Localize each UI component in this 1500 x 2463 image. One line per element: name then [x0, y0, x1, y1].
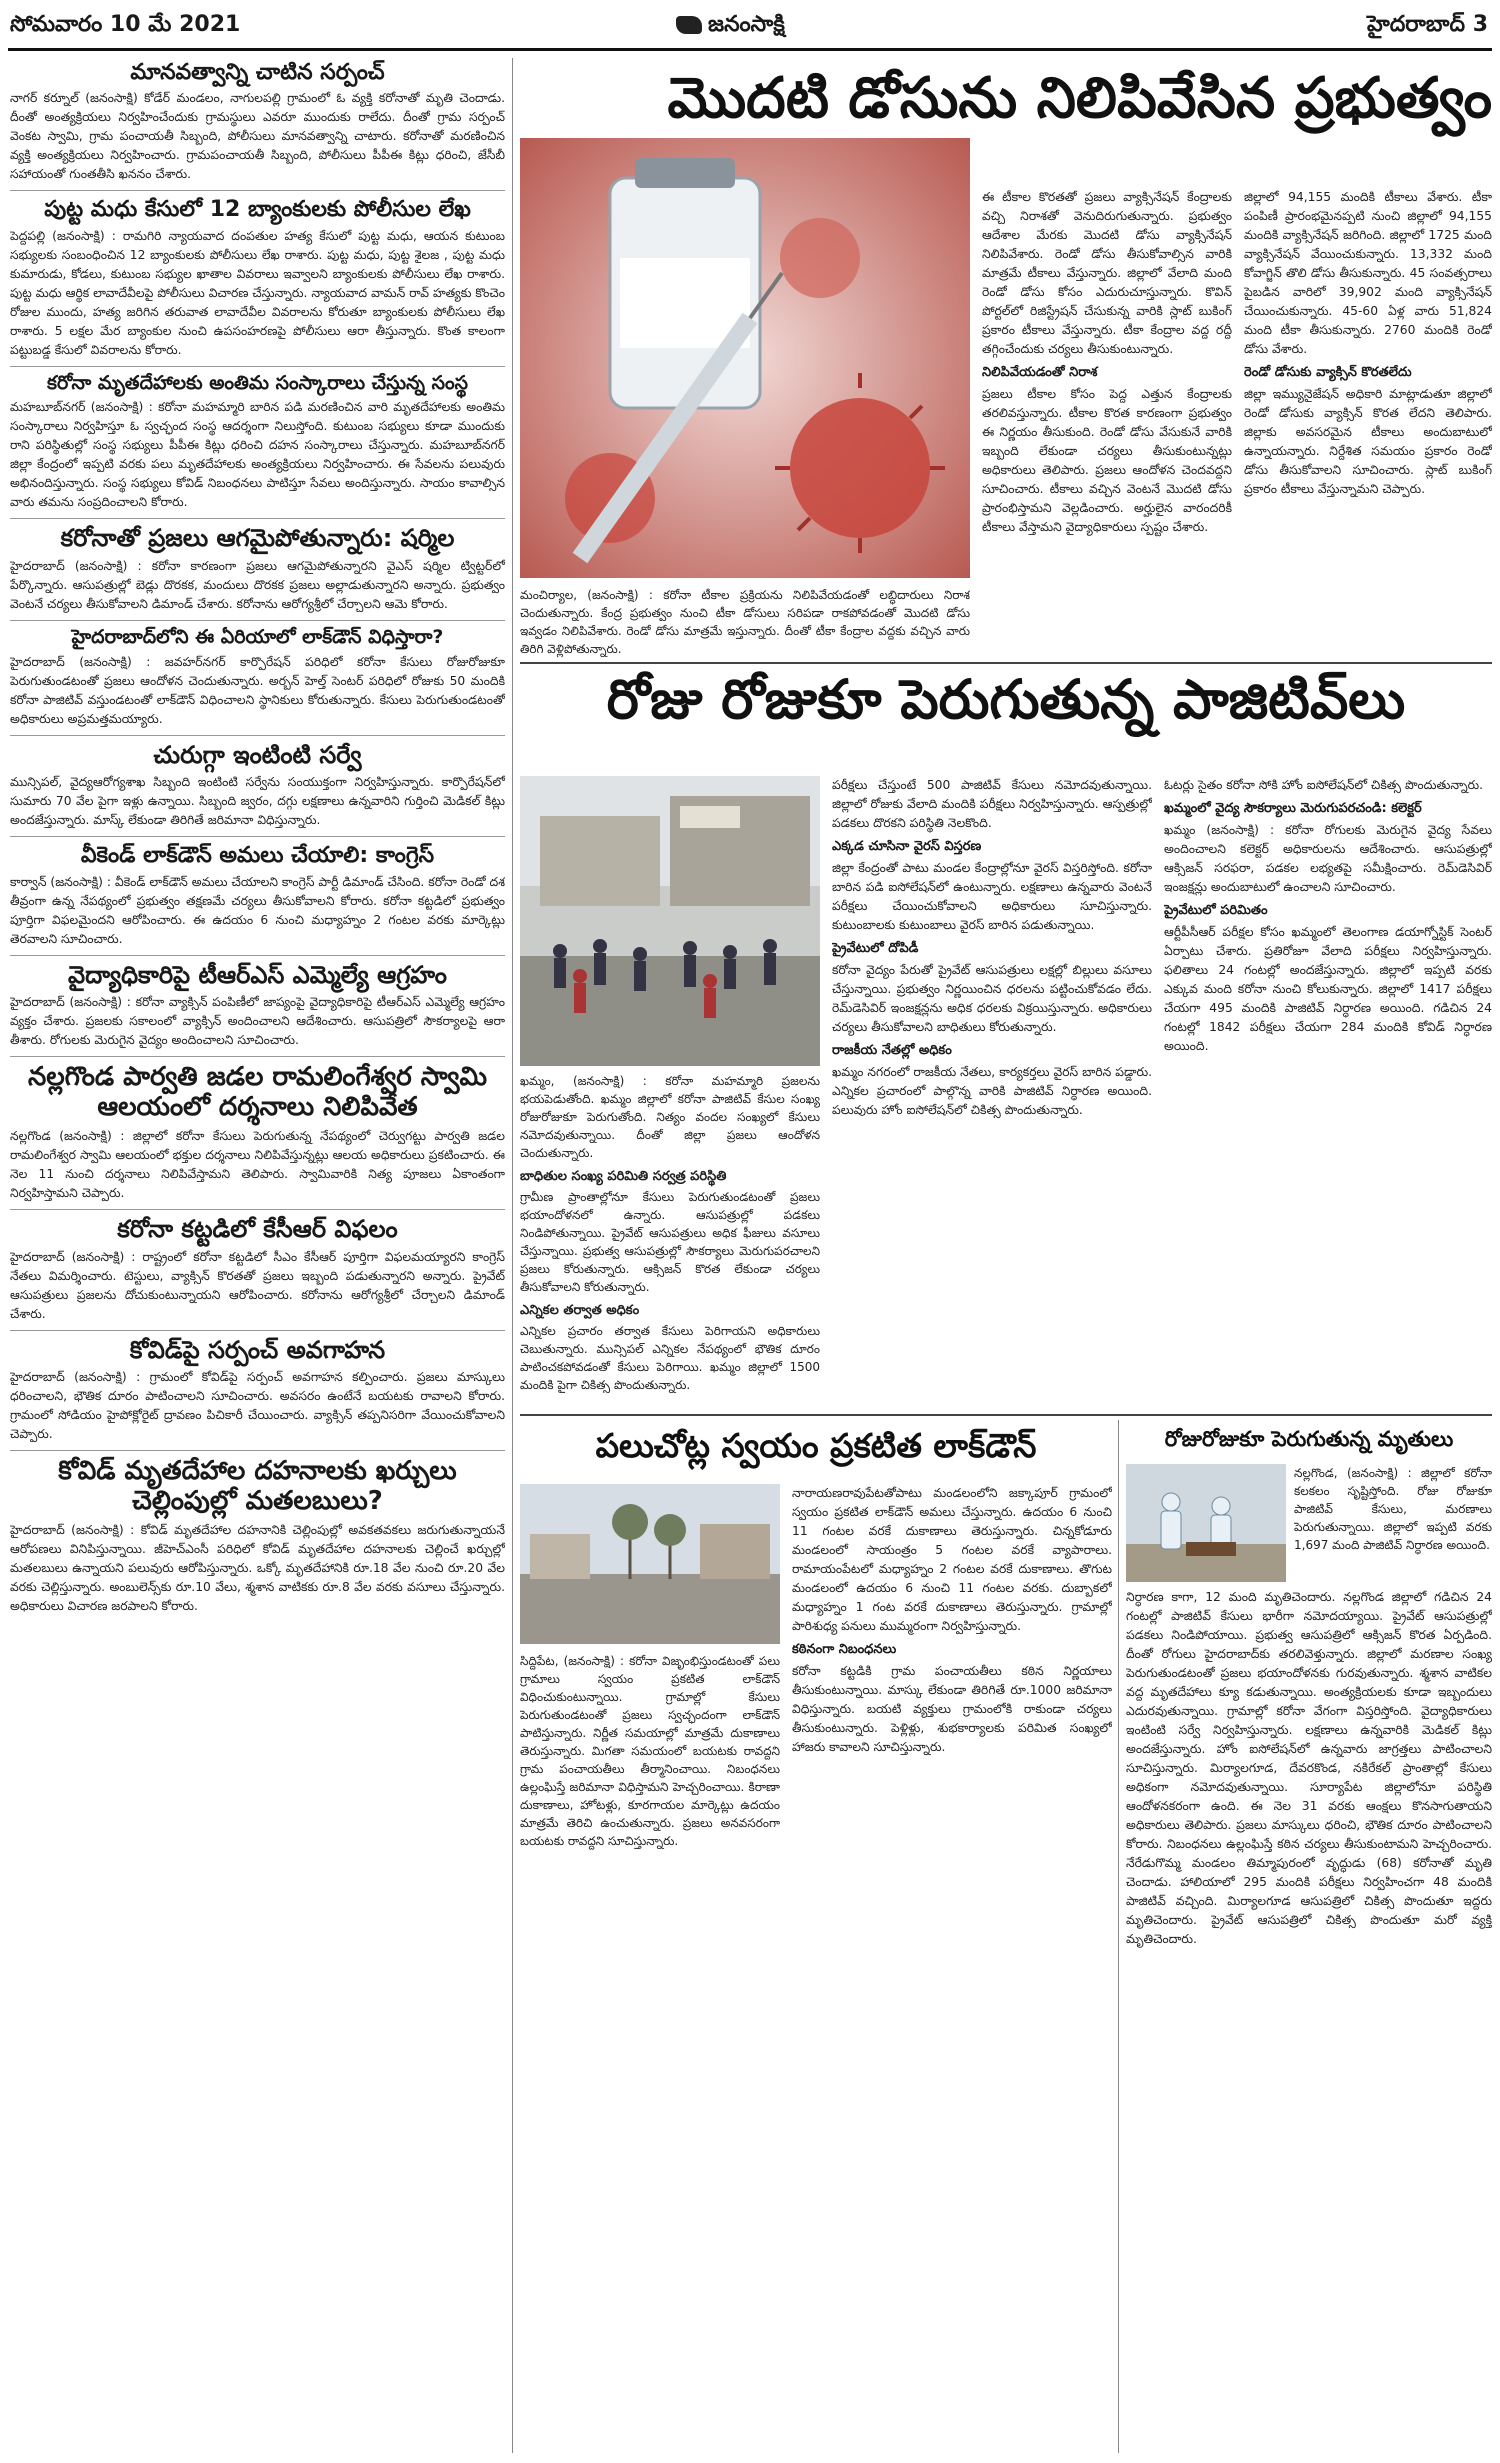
- second-story-col1: [832, 776, 1152, 1408]
- masthead-brand: [676, 12, 785, 42]
- brand-logo-icon: [676, 16, 702, 34]
- left-story: [10, 627, 505, 729]
- second-story-col1-text: పరీక్షలు చేస్తుంటే 500 పాజిటివ్ కేసులు నమోదవుతున్నాయి. జిల్లాలో రోజుకు వేలాది మందికి పరీక్షలు నిర్వహిస్తున్నారు. ఆస్పత్రుల్లో పడకలు దొరకని పరిస్థితి నెలకొంది.: [832, 778, 1152, 830]
- second-story-caption-subhead: బాధితుల సంఖ్య పరిమితి సర్వత్ర పరిస్థితి: [520, 1169, 727, 1184]
- second-story-col1d-text: ఖమ్మం నగరంలో రాజకీయ నేతలు, కార్యకర్తలు వైరస్ బారిన పడ్డారు. ఎన్నికల ప్రచారంలో పాల్గొన్న వారికి పాజిటివ్ నిర్ధారణ అయింది. పలువురు హోం ఐసోలేషన్‌లో చికిత్స పొందుతున్నారు.: [832, 1065, 1152, 1117]
- top-story-col2-text: జిల్లాలో 94,155 మందికి టీకాలు వేశారు. టీకా పంపిణీ ప్రారంభమైనప్పటి నుంచి జిల్లాలో 94,155 మందికి వ్యాక్సినేషన్ జరిగింది. జిల్లాలో 1725 మంది వ్యాక్సినేషన్ వేయించుకున్నారు. 13,332 మంది కోవాగ్జిన్ తొలి డోసు తీసుకున్నారు. 45 సంవత్సరాలు పైబడిన వారిలో 39,902 మంది వ్యాక్సినేషన్ చేయించుకున్నారు. 45-60 ఏళ్ల వారు 51,824 మంది టీకా తీసుకున్నారు. 2760 మందికి రెండో డోసు వేశారు.: [1244, 190, 1492, 356]
- top-story-caption: మంచిర్యాల, (జనంసాక్షి) : కరోనా టీకాల ప్రక్రియను నిలిపివేయడంతో లబ్ధిదారులు నిరాశ చెందుతున్నారు. కేంద్ర ప్రభుత్వం నుంచి టీకా డోసులు సరిపడా రాకపోవడంతో మొదటి డోసు ఇవ్వడం నిలిపివేశారు. రెండో డోసు మాత్రమే ఇస్తున్నారు. దీంతో టీకా కేంద్రాల వద్దకు వచ్చిన వారు తిరిగి వెళ్లిపోతున్నారు.: [520, 588, 970, 656]
- second-story-col2-subhead2: ప్రైవేటులో పరిమితం: [1164, 903, 1268, 918]
- left-story-body: కార్వాన్ (జనంసాక్షి) : వీకెండ్ లాక్‌డౌన్ అమలు చేయాలని కాంగ్రెస్ పార్టీ డిమాండ్ చేసింది. కరోనా రెండో దశ తీవ్రంగా ఉన్న నేపథ్యంలో ప్రభుత్వం తక్షణమే చర్యలు తీసుకోవాలని కోరారు. కరోనా కట్టడిలో ప్రభుత్వం పూర్తిగా విఫలమైందని ఆరోపించారు. ఈ ఉదయం 6 నుంచి మధ్యాహ్నం 2 గంటల వరకు మార్కెట్లు తెరవాలని సూచించారు.: [10, 874, 505, 946]
- empty-street-icon: [520, 1484, 780, 1644]
- top-story-col2-subhead: రెండో డోసుకు వ్యాక్సిన్ కొరతలేదు: [1244, 365, 1412, 380]
- second-story-col1b-text: జిల్లా కేంద్రంతో పాటు మండల కేంద్రాల్లోనూ వైరస్ విస్తరిస్తోంది. కరోనా బారిన పడి ఐసోలేషన్‌లో ఉంటున్నారు. లక్షణాలు ఉన్నవారు వెంటనే పరీక్షలు చేయించుకోవాలని అధికారులు సూచిస్తున్నారు. కుటుంబాలకు కుటుంబాలు వైరస్ బారిన పడుతున్నాయి.: [832, 861, 1152, 932]
- story-separator: [10, 1330, 505, 1331]
- fourth-story-headline: రోజురోజుకూ పెరుగుతున్న మృతులు: [1164, 1427, 1454, 1451]
- story-separator: [10, 836, 505, 837]
- left-story-headline: కరోనాతో ప్రజలు ఆగమైపోతున్నారు: షర్మిల: [60, 524, 455, 553]
- second-story-col2: [1164, 776, 1492, 1408]
- left-story: [10, 742, 505, 831]
- brand-name: జనంసాక్షి: [708, 12, 785, 37]
- third-story-col1-text: నారాయణరావుపేటతోపాటు మండలంలోని జక్కాపూర్ గ్రామంలో స్వయం ప్రకటిత లాక్‌డౌన్ అమలు చేస్తున్నారు. ఉదయం 6 నుంచి 11 గంటల వరకే దుకాణాలు తెరుస్తున్నారు. చిన్నకోడూరు మండలంలో సాయంత్రం 5 గంటల వరకే వ్యాపారాలు. రామాయంపేటలో మధ్యాహ్నం 2 గంటల వరకే దుకాణాలు. తొగుట మండలంలో ఉదయం 6 నుంచి 11 గంటల వరకు. దుబ్బాకలో మధ్యాహ్నం 1 గంట వరకే దుకాణాలు తెరుస్తున్నారు. గ్రామాల్లో పారిశుధ్య పనులు ముమ్మరంగా నిర్వహిస్తున్నారు.: [792, 1486, 1112, 1633]
- top-story-col1-subhead: నిలిపివేయడంతో నిరాశ: [982, 365, 1098, 380]
- second-story-col2b-text: ఖమ్మం (జనంసాక్షి) : కరోనా రోగులకు మెరుగైన వైద్య సేవలు అందించాలని కలెక్టర్ అధికారులను ఆదేశించారు. ఆసుపత్రుల్లో ఆక్సిజన్ సరఫరా, పడకల లభ్యతపై సమీక్షించారు. రెమ్‌డెసివిర్ ఇంజక్షన్లు అందుబాటులో ఉంచాలని సూచించారు.: [1164, 823, 1492, 894]
- story-separator: [10, 518, 505, 519]
- left-story-headline: మానవత్వాన్ని చాటిన సర్పంచ్: [130, 60, 385, 85]
- header-rule: [8, 48, 1492, 51]
- column-divider: [512, 58, 513, 2453]
- left-story-body: హైదరాబాద్ (జనంసాక్షి) : గ్రామంలో కోవిడ్‌పై సర్పంచ్ అవగాహన కల్పించారు. ప్రజలు మాస్కులు ధరించాలని, భౌతిక దూరం పాటించాలని సూచించారు. అవసరం ఉంటేనే బయటకు రావాలని కోరారు. గ్రామంలో సోడియం హైపోక్లోరైట్ ద్రావణం పిచికారీ చేయించారు. వ్యాక్సిన్ తప్పనిసరిగా వేయించుకోవాలని చెప్పారు.: [10, 1370, 505, 1442]
- story-separator: [10, 1056, 505, 1057]
- empty-street-photo: [520, 1484, 780, 1644]
- story-separator: [10, 735, 505, 736]
- section-rule: [520, 1414, 1492, 1416]
- second-story-col2c-text: ఆర్టీపీసీఆర్ పరీక్షల కోసం ఖమ్మంలో తెలంగాణ డయాగ్నోస్టిక్ సెంటర్ ఏర్పాటు చేశారు. ప్రతిరోజూ వేలాది పరీక్షలు నిర్వహిస్తున్నారు. ఫలితాలు 24 గంటల్లో అందజేస్తున్నారు. జిల్లాలో ఇప్పటి వరకు ఎక్కువ మంది కరోనా నుంచి కోలుకున్నారు. జిల్లాలో 1417 పరీక్షలు చేయగా 495 మందికి పాజిటివ్ నిర్ధారణ అయింది. గడిచిన 24 గంటల్లో 1842 పరీక్షలు చేయగా 284 మందికి కోవిడ్ నిర్ధారణ అయింది.: [1164, 925, 1492, 1053]
- third-story-caption: సిద్దిపేట, (జనంసాక్షి) : కరోనా విజృంభిస్తుండటంతో పలు గ్రామాలు స్వయం ప్రకటిత లాక్‌డౌన్ విధించుకుంటున్నాయి. గ్రామాల్లో కేసులు పెరుగుతుండటంతో ప్రజలు స్వచ్ఛందంగా లాక్‌డౌన్ పాటిస్తున్నారు. నిర్ణీత సమయాల్లో మాత్రమే దుకాణాలు తెరుస్తున్నారు. మిగతా సమయంలో బయటకు రావద్దని గ్రామ పంచాయతీలు తీర్మానించాయి. నిబంధనలు ఉల్లంఘిస్తే జరిమానా విధిస్తామని హెచ్చరించాయి. కిరాణా దుకాణాలు, హోటళ్లు, కూరగాయల మార్కెట్లు ఉదయం మాత్రమే తెరిచి ఉంచుతున్నారు. ప్రజలు అనవసరంగా బయటకు రావద్దని సూచిస్తున్నారు.: [520, 1654, 780, 1848]
- second-story-caption-subhead2: ఎన్నికల తర్వాత అధికం: [520, 1303, 640, 1318]
- left-story-headline: కరోనా కట్టడిలో కేసీఆర్ విఫలం: [117, 1215, 398, 1244]
- left-column: [10, 58, 505, 2453]
- top-story-col2: [1244, 188, 1492, 658]
- ppe-workers-icon: [1126, 1464, 1286, 1582]
- second-story-caption-text: ఖమ్మం, (జనంసాక్షి) : కరోనా మహమ్మారి ప్రజలను భయపెడుతోంది. ఖమ్మం జిల్లాలో కరోనా పాజిటివ్ కేసుల సంఖ్య రోజురోజుకూ పెరుగుతోంది. నిత్యం వందల సంఖ్యలో కేసులు నమోదవుతున్నాయి. దీంతో జిల్లా ప్రజలు ఆందోళన చెందుతున్నారు.: [520, 1074, 820, 1160]
- left-story: [10, 525, 505, 614]
- second-story-col1c-text: కరోనా వైద్యం పేరుతో ప్రైవేట్ ఆసుపత్రులు లక్షల్లో బిల్లులు వసూలు చేస్తున్నాయి. ప్రభుత్వం నిర్ణయించిన ధరలను పట్టించుకోవడం లేదు. రెమ్‌డెసివిర్ ఇంజక్షన్లను అధిక ధరలకు విక్రయిస్తున్నారు. అధికారులు చర్యలు తీసుకోవాలని బాధితులు కోరుతున్నారు.: [832, 963, 1152, 1034]
- edition-name: హైదరాబాద్: [1367, 12, 1466, 37]
- third-story-col1b-text: కరోనా కట్టడికి గ్రామ పంచాయతీలు కఠిన నిర్ణయాలు తీసుకుంటున్నాయి. మాస్కు లేకుండా తిరిగితే రూ.1000 జరిమానా విధిస్తున్నారు. బయటి వ్యక్తులు గ్రామంలోకి రాకుండా చర్యలు తీసుకుంటున్నారు. పెళ్లిళ్లు, శుభకార్యాలకు పరిమిత సంఖ్యలో హాజరు కావాలని సూచిస్తున్నారు.: [792, 1664, 1112, 1754]
- third-story: [520, 1420, 1112, 2453]
- left-story-body: నాగర్ కర్నూల్ (జనంసాక్షి) కోడేర్ మండలం, నాగులపల్లి గ్రామంలో ఓ వ్యక్తి కరోనాతో మృతి చెందాడు. దీంతో అంత్యక్రియలు నిర్వహించేందుకు గ్రామస్థులు ఎవరూ ముందుకు రాలేదు. దీంతో గ్రామ సర్పంచ్ వెంకట స్వామి, గ్రామ పంచాయతీ సిబ్బంది, పోలీసులు మానవత్వాన్ని చాటారు. కరోనాతో మరణించిన వ్యక్తి అంత్యక్రియలు నిర్వహించారు. గ్రామపంచాయతీ సిబ్బంది, పోలీసులు పీపీఈ కిట్లు ధరించి, జేసీబీ సహాయంతో గుంతతీసి ఖననం చేశారు.: [10, 91, 505, 182]
- crowd-scene-icon: [520, 776, 820, 1066]
- second-story-col1-subhead: ఎక్కడ చూసినా వైరస్ విస్తరణ: [832, 839, 982, 854]
- left-story-body: మున్సిపల్, వైద్యఆరోగ్యశాఖ సిబ్బంది ఇంటింటి సర్వేను సంయుక్తంగా నిర్వహిస్తున్నారు. కార్పొరేషన్‌లో సుమారు 70 వేల పైగా ఇళ్లు ఉన్నాయి. సిబ్బంది జ్వరం, దగ్గు లక్షణాలు ఉన్నవారిని గుర్తించి మెడికల్ కిట్లు అందజేస్తున్నారు. మాస్క్ లేకుండా తిరిగితే జరిమానా విధిస్తున్నారు.: [10, 775, 505, 828]
- fourth-story: [1126, 1420, 1492, 2453]
- top-story-col2b-text: జిల్లా ఇమ్యునైజేషన్ అధికారి మాట్లాడుతూ జిల్లాలో రెండో డోసుకు వ్యాక్సిన్ కొరత లేదని తెలిపారు. జిల్లాకు అవసరమైన టీకాలు అందుబాటులో ఉన్నాయన్నారు. నిర్దేశిత సమయం ప్రకారం రెండో డోసు తీసుకోవాలని సూచించారు. స్లాట్ బుకింగ్ ప్రకారం టీకాలు వేస్తున్నామని చెప్పారు.: [1244, 387, 1492, 496]
- page-date: సోమవారం 10 మే 2021: [10, 12, 241, 37]
- left-story-body: హైదరాబాద్ (జనంసాక్షి) : కోవిడ్ మృతదేహాల దహనానికి చెల్లింపుల్లో అవకతవకలు జరుగుతున్నాయనే ఆరోపణలు వినిపిస్తున్నాయి. జీహెచ్ఎంసీ పరిధిలో కోవిడ్ మృతదేహాల దహనాలకు చెల్లించే ఖర్చుల్లో మతలబులు ఉన్నాయని పలువురు ఆరోపిస్తున్నారు. ఒక్కో మృతదేహానికి రూ.18 వేల నుంచి రూ.20 వేల వరకు చెల్లిస్తున్నారు. అంబులెన్స్‌కు రూ.10 వేలు, శ్మశాన వాటికకు రూ.8 వేల వరకు వసూలు చేస్తున్నారు. అధికారులు విచారణ జరపాలని కోరారు.: [10, 1523, 505, 1614]
- left-story-headline: నల్లగొండ పార్వతి జడల రామలింగేశ్వర స్వామి ఆలయంలో దర్శనాలు నిలిపివేత: [28, 1062, 487, 1123]
- story-separator: [10, 1209, 505, 1210]
- left-story-headline: కరోనా మృతదేహాలకు అంతిమ సంస్కారాలు చేస్తున్న సంస్థ: [47, 371, 468, 394]
- left-story: [10, 843, 505, 948]
- left-story-body: హైదరాబాద్ (జనంసాక్షి) : కరోనా కారణంగా ప్రజలు ఆగమైపోతున్నారని వైఎస్ షర్మిల ట్విట్టర్‌లో పేర్కొన్నారు. ఆసుపత్రుల్లో బెడ్లు దొరకక, మందులు దొరకక ప్రజలు అల్లాడుతున్నారని అన్నారు. ప్రభుత్వం వెంటనే చర్యలు తీసుకోవాలని డిమాండ్ చేశారు. కరోనాను ఆరోగ్యశ్రీలో చేర్చాలని ఆమె కోరారు.: [10, 559, 505, 612]
- story-separator: [10, 620, 505, 621]
- second-story-col2-subhead: ఖమ్మంలో వైద్య సౌకర్యాలు మెరుగుపరచండి: కలెక్టర్: [1164, 801, 1422, 816]
- page-number: 3: [1472, 12, 1488, 37]
- column-divider: [1118, 1420, 1119, 2453]
- vaccine-photo: [520, 138, 970, 578]
- left-story-body: మహబూబ్‌నగర్ (జనంసాక్షి) : కరోనా మహమ్మారి బారిన పడి మరణించిన వారి మృతదేహాలకు అంతిమ సంస్కారాలు నిర్వహిస్తూ ఓ స్వచ్ఛంద సంస్థ ఆదర్శంగా నిలుస్తోంది. కుటుంబ సభ్యులు కూడా ముందుకు రాని పరిస్థితుల్లో సంస్థ సభ్యులు పీపీఈ కిట్లు ధరించి దహన సంస్కారాలు చేస్తున్నారు. మహబూబ్‌నగర్ జిల్లా కేంద్రంలో ఇప్పటి వరకు పలు మృతదేహాలకు అంత్యక్రియలు నిర్వహించారు. ఈ సేవలను పలువురు అభినందిస్తున్నారు. సంస్థ సభ్యులు కోవిడ్ నిబంధనలు పాటిస్తూ సేవలు అందిస్తున్నారు. సాయం కావాల్సిన వారు తమను సంప్రదించాలని కోరారు.: [10, 400, 505, 510]
- left-story-headline: కోవిడ్ మృతదేహాల దహనాలకు ఖర్చులు చెల్లింపుల్లో మతలబులు?: [58, 1456, 457, 1517]
- left-story: [10, 1337, 505, 1445]
- ppe-workers-photo: [1126, 1464, 1286, 1582]
- left-story: [10, 1063, 505, 1203]
- second-story-caption3-text: ఎన్నికల ప్రచారం తర్వాత కేసులు పెరిగాయని అధికారులు చెబుతున్నారు. మున్సిపల్ ఎన్నికల నేపథ్యంలో భౌతిక దూరం పాటించకపోవడంతో కేసులు పెరిగాయి. ఖమ్మం జిల్లాలో 1500 మందికి పైగా చికిత్స పొందుతున్నారు.: [520, 1324, 820, 1392]
- story-separator: [10, 955, 505, 956]
- second-story-caption: [520, 1072, 820, 1408]
- top-story-col1-text: ఈ టీకాల కొరతతో ప్రజలు వ్యాక్సినేషన్ కేంద్రాలకు వచ్చి నిరాశతో వెనుదిరుగుతున్నారు. ప్రభుత్వం ఆదేశాల మేరకు మొదటి డోసు వ్యాక్సినేషన్ నిలిపివేశారు. రెండో డోసు తీసుకోవాల్సిన వారికి మాత్రమే టీకాలు వేస్తున్నారు. జిల్లాలో వేలాది మంది రెండో డోసు కోసం ఎదురుచూస్తున్నారు. కొవిన్ పోర్టల్‌లో రిజిస్ట్రేషన్ చేసుకున్న వారికి స్లాట్ బుకింగ్ ప్రకారం టీకాలు వేస్తున్నారు. టీకా కేంద్రాల వద్ద రద్దీ తగ్గించేందుకు చర్యలు తీసుకుంటున్నారు.: [982, 190, 1232, 356]
- left-story-body: పెద్దపల్లి (జనంసాక్షి) : రామగిరి న్యాయవాద దంపతుల హత్య కేసులో పుట్ట మధు, ఆయన కుటుంబ సభ్యులకు సంబంధించిన 12 బ్యాంకులకు పోలీసులు లేఖ రాశారు. పుట్ట మధు, పుట్ట శైలజ , పుట్ట మధు కుమారుడు, కోడలు, కుటుంబ సభ్యుల ఖాతాల వివరాలు ఇవ్వాలని బ్యాంకులకు పోలీసులు లేఖ రాశారు. పుట్ట మధు ఆర్థిక లావాదేవీలపై పోలీసులు విచారణ చేస్తున్నారు. న్యాయవాద వామన్ రావ్ హత్యకు కొంచెం రోజుల ముందు, హత్య జరిగిన తరువాత లావాదేవీల వివరాలను కోరుతూ బ్యాంకులకు పోలీసులు లేఖ రాశారు. 5 లక్షల మేర బ్యాంకుల నుంచి ఉపసంహరణపై పోలీసులు ఆరా తీస్తున్నారు. కొంత కాలంగా పట్టుబడ్డ కేసులో వివరాలను కోరారు.: [10, 228, 505, 357]
- left-story-headline: చురుగ్గా ఇంటింటి సర్వే: [153, 740, 362, 769]
- top-story-col1: [982, 188, 1232, 658]
- left-story-headline: పుట్ట మధు కేసులో 12 బ్యాంకులకు పోలీసుల లేఖ: [44, 197, 471, 223]
- vaccine-illustration-icon: [520, 138, 970, 578]
- left-story-body: హైదరాబాద్ (జనంసాక్షి) : జవహర్‌నగర్ కార్పొరేషన్ పరిధిలో కరోనా కేసులు రోజురోజుకూ పెరుగుతుండటంతో ప్రజలు ఆందోళన చెందుతున్నారు. అర్బన్ హెల్త్ సెంటర్ పరిధిలో రోజుకు 50 మందికి కరోనా పాజిటివ్ వస్తుండటంతో లాక్‌డౌన్ విధించాలని స్థానికులు కోరుతున్నారు. కేసులు పెరుగుతుండటంతో అధికారులు అప్రమత్తమయ్యారు.: [10, 654, 505, 726]
- left-story-body: హైదరాబాద్ (జనంసాక్షి) : రాష్ట్రంలో కరోనా కట్టడిలో సీఎం కేసీఆర్ పూర్తిగా విఫలమయ్యారని కాంగ్రెస్ నేతలు విమర్శించారు. టెస్టులు, వ్యాక్సిన్ కొరతతో ప్రజలు ఇబ్బంది పడుతున్నారని అన్నారు. ప్రైవేట్ ఆసుపత్రులు ప్రజలను దోచుకుంటున్నాయని ఆరోపించారు. కరోనాను ఆరోగ్యశ్రీలో చేర్చాలని డిమాండ్ చేశారు.: [10, 1249, 505, 1321]
- second-story-col1-subhead2: ప్రైవేటులో దోపిడీ: [832, 941, 919, 956]
- left-story-headline: వైద్యాధికారిపై టీఆర్ఎస్ ఎమ్మెల్యే ఆగ్రహం: [68, 960, 447, 989]
- third-story-subhead: కఠినంగా నిబంధనలు: [792, 1642, 897, 1657]
- top-story-headline: మొదటి డోసును నిలిపివేసిన ప్రభుత్వం: [667, 66, 1492, 131]
- left-story: [10, 60, 505, 184]
- second-story-col1-subhead3: రాజకీయ నేతల్లో అధికం: [832, 1043, 952, 1058]
- third-story-col1: [792, 1484, 1112, 2452]
- fourth-story-body: [1126, 1588, 1492, 2452]
- left-story-headline: వీకెండ్ లాక్‌డౌన్ అమలు చేయాలి: కాంగ్రెస్: [80, 843, 435, 869]
- fourth-story-body-text: నిర్ధారణ కాగా, 12 మంది మృతిచెందారు. నల్లగొండ జిల్లాలో గడిచిన 24 గంటల్లో పాజిటివ్ కేసులు భారీగా నమోదయ్యాయి. ప్రైవేట్ ఆసుపత్రుల్లో పడకలు నిండిపోయాయి. ప్రభుత్వ ఆసుపత్రిలో ఆక్సిజన్ కొరత ఏర్పడింది. దీంతో రోగులు హైదరాబాద్‌కు తరలివెళ్తున్నారు. జిల్లాలో మరణాల సంఖ్య పెరుగుతుండటంతో ప్రజలు భయాందోళనకు గురవుతున్నారు. శ్మశాన వాటికల వద్ద మృతదేహాలు క్యూ కడుతున్నాయి. అంత్యక్రియలకు కూడా ఇబ్బందులు ఎదురవుతున్నాయి. గ్రామాల్లో కరోనా వేగంగా విస్తరిస్తోంది. వైద్యాధికారులు ఇంటింటి సర్వే నిర్వహిస్తున్నారు. లక్షణాలు ఉన్నవారికి మెడికల్ కిట్లు అందజేస్తున్నారు. హోం ఐసోలేషన్‌లో ఉన్నవారు జాగ్రత్తలు పాటించాలని సూచిస్తున్నారు. మిర్యాలగూడ, దేవరకొండ, నకిరేకల్ ప్రాంతాల్లో కేసులు అధికంగా నమోదవుతున్నాయి. సూర్యాపేట జిల్లాలోనూ పరిస్థితి ఆందోళనకరంగా ఉంది. ఈ నెల 31 వరకు ఆంక్షలు కొనసాగుతాయని అధికారులు తెలిపారు. ప్రజలు మాస్కులు ధరించి, భౌతిక దూరం పాటించాలని కోరారు. నిబంధనలు ఉల్లంఘిస్తే కఠిన చర్యలు తీసుకుంటామని హెచ్చరించారు. నేరేడుగొమ్మ మండలం తిమ్మాపురంలో వృద్ధుడు (68) కరోనాతో మృతి చెందాడు. హాలియాలో 295 మందికి పరీక్షలు నిర్వహించగా 48 మందికి పాజిటివ్ వచ్చింది. మిర్యాలగూడ ఆసుపత్రిలో చికిత్స పొందుతూ ఇద్దరు మృతిచెందారు. ప్రైవేట్ ఆసుపత్రిలో చికిత్స పొందుతూ మరో వ్యక్తి మృతిచెందారు.: [1126, 1590, 1492, 1946]
- left-story: [10, 962, 505, 1051]
- second-story-headline: రోజు రోజుకూ పెరుగుతున్న పాజిటివ్‌లు: [606, 668, 1406, 731]
- left-story: [10, 1457, 505, 1616]
- section-rule: [520, 662, 1492, 664]
- left-story: [10, 1216, 505, 1324]
- story-separator: [10, 190, 505, 191]
- edition-city: [1367, 12, 1488, 42]
- story-separator: [10, 1450, 505, 1451]
- left-story-body: నల్లగొండ (జనంసాక్షి) : జిల్లాలో కరోనా కేసులు పెరుగుతున్న నేపథ్యంలో చెర్వుగట్టు పార్వతి జడల రామలింగేశ్వర స్వామి ఆలయంలో భక్తుల దర్శనాలు నిలిపివేస్తున్నట్లు ఆలయ అధికారులు ప్రకటించారు. ఈ నెల 11 నుంచి దర్శనాలు నిలిపివేస్తామని తెలిపారు. స్వామివారికి నిత్య పూజలు ఏకాంతంగా నిర్వహిస్తామని చెప్పారు.: [10, 1129, 505, 1201]
- top-story: [520, 58, 1492, 658]
- second-story-col2-text: ఓటర్లు సైతం కరోనా సోకి హోం ఐసోలేషన్‌లో చికిత్స పొందుతున్నారు.: [1164, 778, 1484, 792]
- second-story: [520, 668, 1492, 1408]
- crowd-photo: [520, 776, 820, 1066]
- second-story-caption2-text: గ్రామీణ ప్రాంతాల్లోనూ కేసులు పెరుగుతుండటంతో ప్రజలు భయాందోళనలో ఉన్నారు. ఆసుపత్రుల్లో పడకలు నిండిపోతున్నాయి. ప్రైవేట్ ఆసుపత్రులు అధిక ఫీజులు వసూలు చేస్తున్నాయి. ప్రభుత్వ ఆసుపత్రుల్లో సౌకర్యాలు మెరుగుపరచాలని ప్రజలు కోరుతున్నారు. ఆక్సిజన్ కొరత లేకుండా చర్యలు తీసుకోవాలని కోరుతున్నారు.: [520, 1190, 820, 1294]
- left-story: [10, 197, 505, 359]
- left-story-headline: హైదరాబాద్‌లోని ఈ ఏరియాలో లాక్‌డౌన్ విధిస్తారా?: [71, 626, 444, 649]
- third-story-headline: పలుచోట్ల స్వయం ప్రకటిత లాక్‌డౌన్: [595, 1426, 1037, 1465]
- page-header: [0, 0, 1500, 50]
- story-separator: [10, 366, 505, 367]
- top-story-col1b-text: ప్రజలు టీకాల కోసం పెద్ద ఎత్తున కేంద్రాలకు తరలివస్తున్నారు. టీకాల కొరత కారణంగా ప్రభుత్వం ఈ నిర్ణయం తీసుకుంది. రెండో డోసు వేసుకునే వారికి ఇబ్బంది లేకుండా చర్యలు తీసుకుంటున్నట్లు అధికారులు తెలిపారు. ప్రజలు ఆందోళన చెందవద్దని సూచించారు. టీకాలు వచ్చిన వెంటనే మొదటి డోసు ప్రారంభిస్తామని వెల్లడించారు. అర్హులైన వారందరికీ టీకాలు వేస్తామని వైద్యాధికారులు స్పష్టం చేశారు.: [982, 387, 1232, 534]
- fourth-story-caption: నల్లగొండ, (జనంసాక్షి) : జిల్లాలో కరోనా కలకలం సృష్టిస్తోంది. రోజు రోజుకూ పాజిటివ్ కేసులు, మరణాలు పెరుగుతున్నాయి. జిల్లాలో ఇప్పటి వరకు 1,697 మంది పాజిటివ్ నిర్ధారణ అయింది.: [1294, 1466, 1492, 1552]
- left-story-headline: కోవిడ్‌పై సర్పంచ్ అవగాహన: [129, 1335, 386, 1364]
- left-story-body: హైదరాబాద్ (జనంసాక్షి) : కరోనా వ్యాక్సిన్ పంపిణీలో జాప్యంపై వైద్యాధికారిపై టీఆర్ఎస్ ఎమ్మెల్యే ఆగ్రహం వ్యక్తం చేశారు. ప్రజలకు సకాలంలో వ్యాక్సిన్ అందించాలని ఆదేశించారు. ఆసుపత్రిలో సౌకర్యాలపై ఆరా తీశారు. రోగులకు మెరుగైన వైద్యం అందించాలని సూచించారు.: [10, 995, 505, 1048]
- left-story: [10, 373, 505, 513]
